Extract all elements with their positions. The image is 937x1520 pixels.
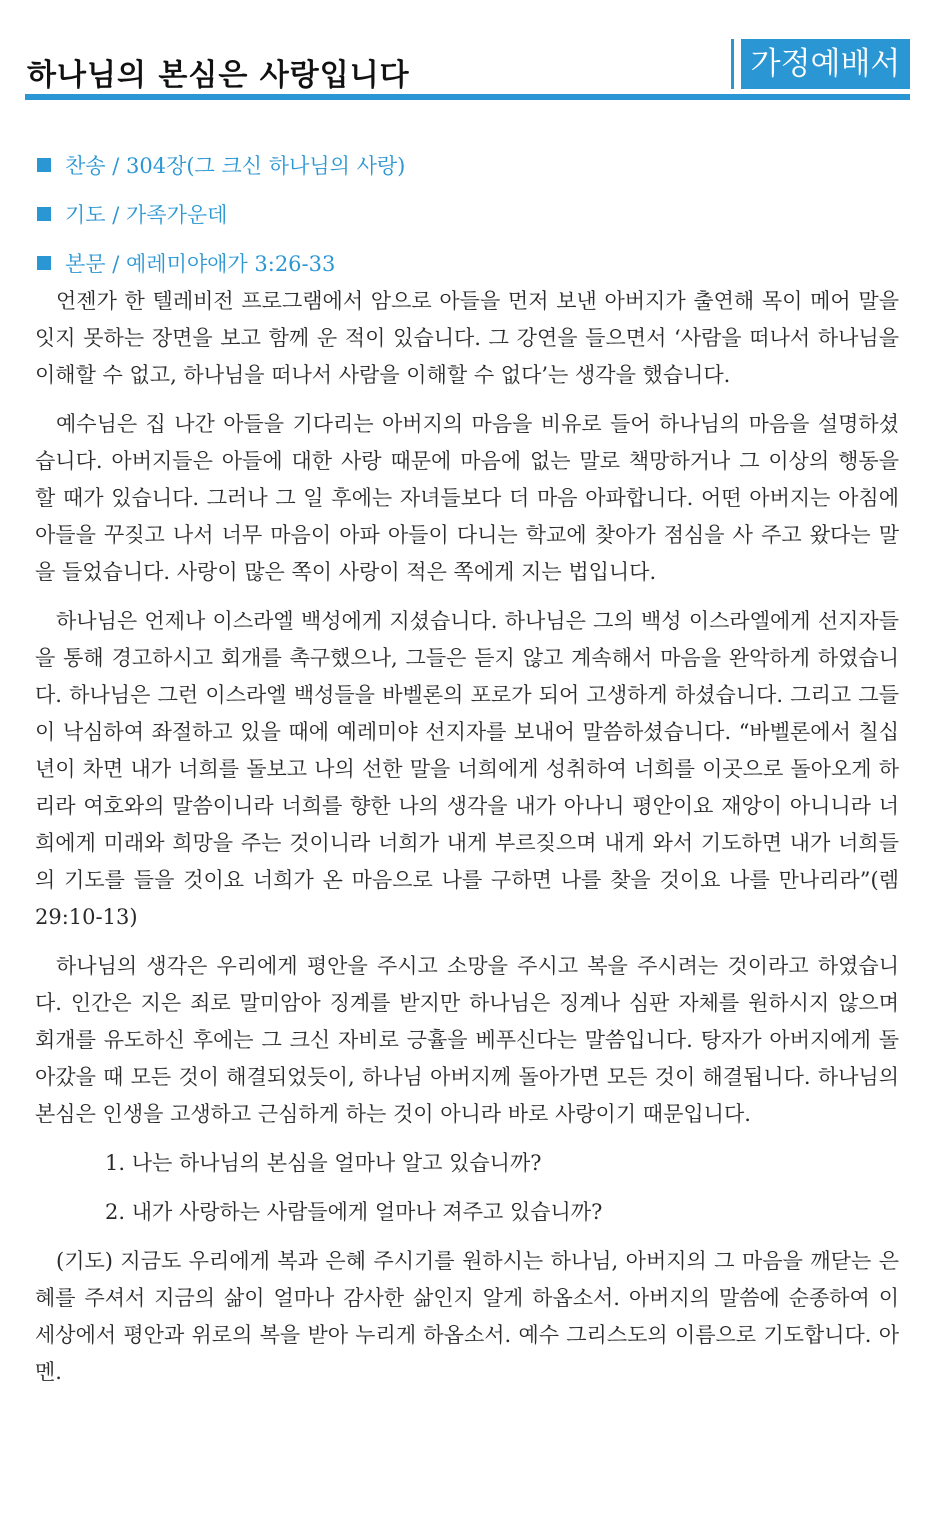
question-item: 2. 내가 사랑하는 사람들에게 얼마나 져주고 있습니까? <box>105 1200 603 1224</box>
reflection-questions <box>35 1145 899 1231</box>
closing-prayer: (기도) 지금도 우리에게 복과 은혜 주시기를 원하시는 하나님, 아버지의 그 마음을 깨닫는 은혜를 주셔서 지금의 삶이 얼마나 감사한 삶인지 알게 하옵소서. 아버지의 말씀에 순종하여 이 세상에서 평안과 위로의 복을 받아 누리게 하옵소서. 예수 그리스도의 이름으로 기도합니다. 아멘. <box>35 1249 899 1384</box>
page-title: 하나님의 본심은 사랑입니다 <box>27 58 410 93</box>
square-bullet-icon <box>37 256 51 270</box>
section-divider <box>731 39 734 89</box>
body-paragraph: 언젠가 한 텔레비전 프로그램에서 암으로 아들을 먼저 보낸 아버지가 출연해 목이 메어 말을 잇지 못하는 장면을 보고 함께 운 적이 있습니다. 그 강연을 들으면서 ‘사람을 떠나서 하나님을 이해할 수 없고, 하나님을 떠나서 사람을 이해할 수 없다’는 생각을 했습니다. <box>35 289 899 387</box>
body-paragraph: 하나님은 언제나 이스라엘 백성에게 지셨습니다. 하나님은 그의 백성 이스라엘에게 선지자들을 통해 경고하시고 회개를 촉구했으나, 그들은 듣지 않고 계속해서 마음을 완악하게 하였습니다. 하나님은 그런 이스라엘 백성들을 바벨론의 포로가 되어 고생하게 하셨습니다. 그리고 그들이 낙심하여 좌절하고 있을 때에 예레미야 선지자를 보내어 말씀하셨습니다. “바벨론에서 칠십 년이 차면 내가 너희를 돌보고 나의 선한 말을 너희에게 성취하여 너희를 이곳으로 돌아오게 하리라 여호와의 말씀이니라 너희를 향한 나의 생각을 내가 아나니 평안이요 재앙이 아니니라 너희에게 미래와 희망을 주는 것이니라 너희가 내게 부르짖으며 내게 와서 기도하면 내가 너희들의 기도를 들을 것이요 너희가 온 마음으로 나를 구하면 나를 찾을 것이요 나를 만나리라”(렘 29:10-13) <box>35 609 899 929</box>
body-paragraph: 예수님은 집 나간 아들을 기다리는 아버지의 마음을 비유로 들어 하나님의 마음을 설명하셨습니다. 아버지들은 아들에 대한 사랑 때문에 마음에 없는 말로 책망하거나 그 이상의 행동을 할 때가 있습니다. 그러나 그 일 후에는 자녀들보다 더 마음 아파합니다. 어떤 아버지는 아침에 아들을 꾸짖고 나서 너무 마음이 아파 아들이 다니는 학교에 찾아가 점심을 사 주고 왔다는 말을 들었습니다. 사랑이 많은 쪽이 사랑이 적은 쪽에게 지는 법입니다. <box>35 412 899 584</box>
page-header <box>25 34 910 100</box>
body-paragraph: 하나님의 생각은 우리에게 평안을 주시고 소망을 주시고 복을 주시려는 것이라고 하였습니다. 인간은 지은 죄로 말미암아 징계를 받지만 하나님은 징계나 심판 자체를 원하시지 않으며 회개를 유도하신 후에는 그 크신 자비로 긍휼을 베푸신다는 말씀입니다. 탕자가 아버지에게 돌아갔을 때 모든 것이 해결되었듯이, 하나님 아버지께 돌아가면 모든 것이 해결됩니다. 하나님의 본심은 인생을 고생하고 근심하게 하는 것이 아니라 바로 사랑이기 때문입니다. <box>35 954 899 1126</box>
scripture-line <box>35 238 905 287</box>
question-item: 1. 나는 하나님의 본심을 얼마나 알고 있습니까? <box>105 1151 542 1175</box>
section-badge: 가정예배서 <box>741 39 910 89</box>
hymn-text: 찬송 / 304장(그 크신 하나님의 사랑) <box>65 153 406 178</box>
prayer-leader-text: 기도 / 가족가운데 <box>65 202 228 227</box>
square-bullet-icon <box>37 207 51 221</box>
scripture-text: 본문 / 예레미야애가 3:26-33 <box>65 251 336 276</box>
worship-order <box>35 140 905 287</box>
hymn-line <box>35 140 905 189</box>
square-bullet-icon <box>37 158 51 172</box>
sermon-body <box>35 283 899 1403</box>
header-rule <box>25 94 910 100</box>
prayer-leader-line <box>35 189 905 238</box>
